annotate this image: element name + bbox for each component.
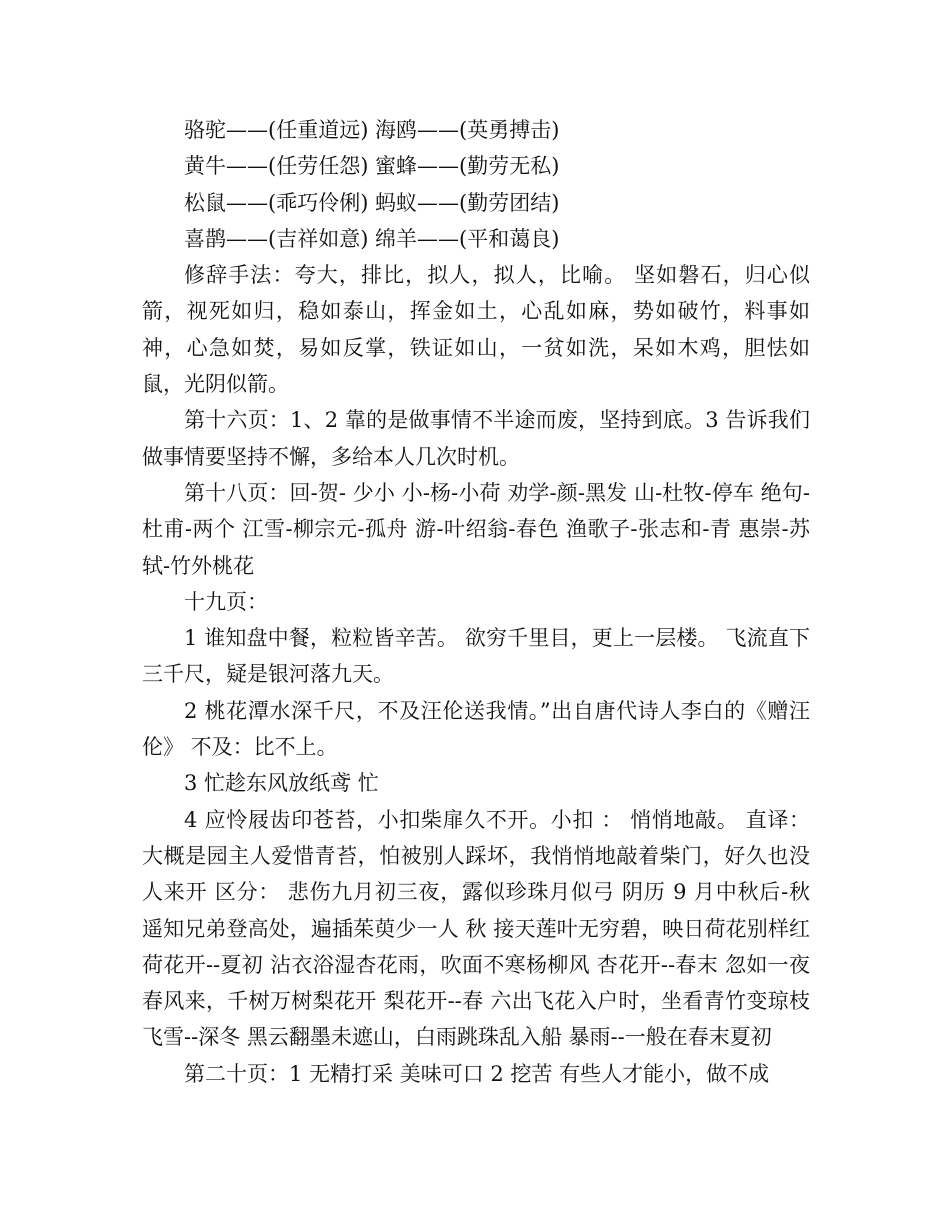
paragraph-animal-traits-2: 黄牛——(任劳任怨) 蜜蜂——(勤劳无私) [184, 154, 560, 179]
paragraph-page-16: 第十六页：1、2 靠的是做事情不半途而废，坚持到底。3 告诉我们做事情要坚持不懈，多给本人几次时机。 [142, 408, 810, 469]
paragraph-page-19-item-2: 2 桃花潭水深千尺，不及汪伦送我情。”出自唐代诗人李白的《赠汪伦》 不及：比不上。 [142, 698, 810, 760]
paragraph-page-19-heading: 十九页： [184, 589, 268, 614]
paragraph-page-19-item-3: 3 忙趁东风放纸鸢 忙 [184, 771, 379, 796]
paragraph-page-18: 第十八页：回-贺- 少小 小-杨-小荷 劝学-颜-黑发 山-杜牧-停车 绝句-杜甫-两个 江雪-柳宗元-孤舟 游-叶绍翁-春色 渔歌子-张志和-青 惠崇-苏轼-竹外桃花 [142, 480, 810, 578]
paragraph-rhetoric: 修辞手法：夸大，排比，拟人，拟人，比喻。 坚如磐石，归心似箭，视死如归，稳如泰山，挥金如土，心乱如麻，势如破竹，料事如神，心急如焚，易如反掌，铁证如山，一贫如洗，呆如木鸡，胆怯如鼠，光阴似箭。 [142, 263, 810, 397]
paragraph-page-20: 第二十页：1 无精打采 美味可口 2 挖苦 有些人才能小，做不成 [184, 1061, 770, 1086]
document-body [142, 112, 810, 1092]
paragraph-animal-traits-1: 骆驼——(任重道远) 海鸥——(英勇搏击) [184, 118, 560, 142]
paragraph-page-19-item-1: 1 谁知盘中餐，粒粒皆辛苦。 欲穷千里目，更上一层楼。 飞流直下三千尺，疑是银河落九天。 [142, 626, 810, 687]
paragraph-page-19-item-4: 4 应怜屐齿印苍苔，小扣柴扉久不开。小扣 ： 悄悄地敲。 直译：大概是园主人爱惜青苔，怕被别人踩坏，我悄悄地敲着柴门，好久也没人来开 区分： 悲伤九月初三夜，露似珍珠月似弓 阴历 9 月中秋后-秋 遥知兄弟登高处，遍插茱萸少一人 秋 接天莲叶无穷碧，映日荷花别样红 荷花开--夏初 沾衣浴湿杏花雨，吹面不寒杨柳风 杏花开--春末 忽如一夜春风来，千树万树梨花开 梨花开--春 六出飞花入户时，坐看青竹变琼枝 飞雪--深冬 黑云翻墨未遮山，白雨跳珠乱入船 暴雨--一般在春末夏初 [142, 807, 810, 1050]
paragraph-animal-traits-3: 松鼠——(乖巧伶俐) 蚂蚁——(勤劳团结) [184, 190, 560, 215]
paragraph-animal-traits-4: 喜鹊——(吉祥如意) 绵羊——(平和蔼良) [184, 226, 560, 251]
